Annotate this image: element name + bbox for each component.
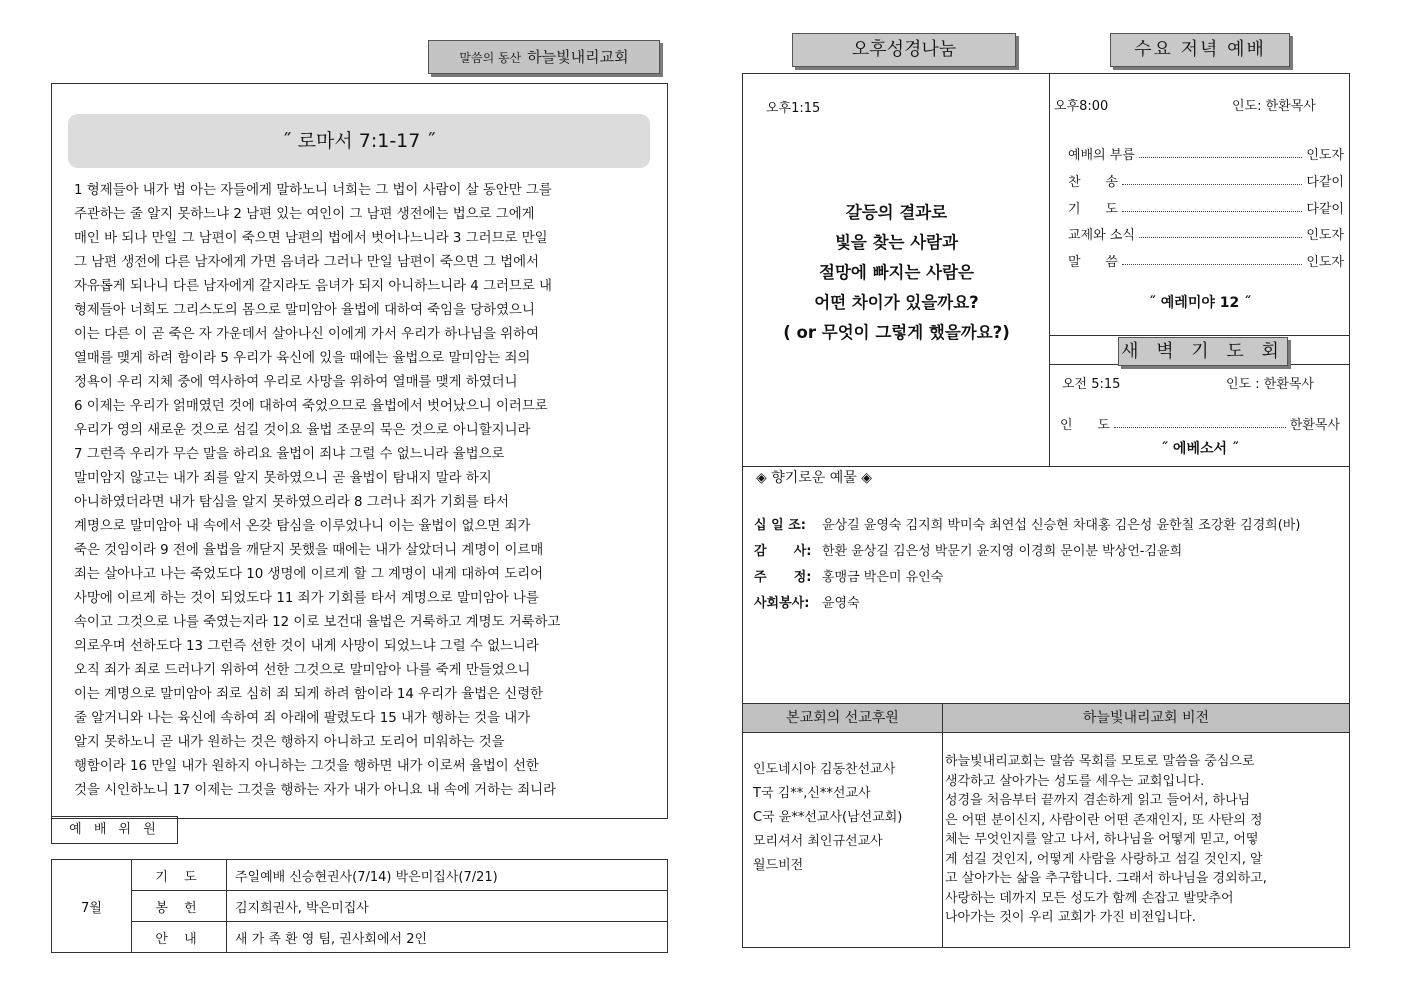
order-who: 다같이	[1306, 202, 1344, 217]
table-row	[52, 891, 668, 922]
vision-text	[945, 752, 1345, 928]
scripture-line: 사망에 이르게 하는 것이 되었도다 11 죄가 기회를 타서 계명으로 말미암아 나를	[74, 591, 539, 606]
table-row	[52, 922, 668, 953]
offering-names: 홍맹금 박은미 유인숙	[822, 570, 944, 585]
scripture-line: 것을 시인하노니 17 이제는 그것을 행하는 자가 내가 아니요 내 속에 거하는 죄니라	[74, 783, 557, 798]
brand-motto: 말씀의 동산	[459, 51, 522, 65]
scripture-line: 의로우며 선하도다 13 그런즉 선한 것이 내게 사망이 되었느냐 그럴 수 없느니라	[74, 639, 539, 654]
wednesday-time: 오후8:00	[1054, 99, 1109, 114]
order-name: 예배의 부름	[1068, 148, 1135, 163]
offering-label: 감 사:	[754, 544, 812, 559]
duty-month: 7월	[52, 860, 132, 953]
list-item	[754, 539, 1344, 565]
scripture-line: 6 이제는 우리가 얽매였던 것에 대하여 죽었으므로 율법에서 벗어났으니 이러므로	[74, 399, 548, 414]
vision-line: 게 섬길 것인지, 어떻게 사람을 사랑하고 섬길 것인지, 알	[945, 851, 1263, 867]
order-name: 말 씀	[1068, 255, 1118, 270]
offering-names: 한환 윤상길 김은성 박문기 윤지영 이경희 문이분 박상언-김윤희	[822, 544, 1183, 559]
duty-names: 주일예배 신승현권사(7/14) 박은미집사(7/21)	[227, 860, 668, 891]
discussion-question	[744, 198, 1049, 348]
offering-names: 윤영숙	[822, 596, 860, 611]
question-line: 절망에 빠지는 사람은	[819, 263, 974, 282]
dawn-time: 오전 5:15	[1062, 377, 1121, 392]
offering-heading: ◈ 향기로운 예물 ◈	[756, 470, 873, 486]
mission-heading: 본교회의 선교후원	[786, 710, 899, 726]
mission-list	[753, 758, 902, 878]
order-who: 한환목사	[1289, 418, 1340, 433]
order-name: 인 도	[1060, 418, 1110, 433]
scripture-line: 죽은 것임이라 9 전에 율법을 깨닫지 못했을 때에는 내가 살았더니 계명이 이르매	[74, 543, 544, 558]
mission-item: 월드비전	[753, 858, 804, 873]
divider	[1049, 73, 1050, 466]
offering-label: 주 정:	[754, 570, 812, 585]
order-who: 인도자	[1306, 255, 1344, 270]
mission-item: 모리셔서 최인규선교사	[753, 834, 883, 849]
order-item	[1068, 223, 1344, 243]
scripture-line: 오직 죄가 죄로 드러나기 위하여 선한 그것으로 말미암아 나를 죽게 만들었으니	[74, 663, 531, 678]
scripture-text	[74, 179, 664, 803]
worship-committee-label: 예 배 위 원	[51, 816, 178, 844]
scripture-line: 주관하는 줄 알지 못하느냐 2 남편 있는 여인이 그 남편 생전에는 법으로 그에게	[74, 207, 535, 222]
order-item	[1068, 197, 1344, 217]
scripture-line: 7 그런즉 우리가 무슨 말을 하리요 율법이 죄냐 그럴 수 없느니라 율법으로	[74, 447, 505, 462]
wednesday-service-title: 수요 저녁 예배	[1110, 33, 1290, 67]
duty-names: 김지희권사, 박은미집사	[227, 891, 668, 922]
order-item	[1068, 250, 1344, 270]
wednesday-sermon: ˝ 예레미야 12 ˝	[1148, 295, 1252, 311]
dawn-leader: 인도 : 한환목사	[1226, 377, 1314, 392]
scripture-line: 알지 못하노니 곧 내가 원하는 것은 행하지 아니하고 도리어 미워하는 것을	[74, 735, 505, 750]
vision-line: 하늘빛내리교회는 말씀 목회를 모토로 말씀을 중심으로	[945, 754, 1255, 769]
dawn-prayer-title: 새 벽 기 도 회	[1118, 337, 1288, 366]
scripture-line: 죄는 살아나고 나는 죽었도다 10 생명에 이르게 할 그 계명이 내게 대하여 도리어	[74, 567, 544, 582]
offering-label: 십 일 조:	[754, 518, 806, 533]
scripture-line: 열매를 맺게 하려 함이라 5 우리가 육신에 있을 때에는 율법으로 말미암는 죄의	[74, 351, 531, 366]
duty-role: 안 내	[132, 922, 227, 953]
duty-role: 봉 헌	[132, 891, 227, 922]
order-name: 교제와 소식	[1068, 228, 1135, 243]
afternoon-time: 오후1:15	[766, 101, 821, 116]
scripture-line: 형제들아 너희도 그리스도의 몸으로 말미암아 율법에 대하여 죽임을 당하였으니	[74, 303, 535, 318]
scripture-title: ˝ 로마서 7:1-17 ˝	[68, 114, 650, 168]
scripture-line: 행함이라 16 만일 내가 원하지 아니하는 그것을 행하면 내가 이로써 율법이 선한	[74, 759, 539, 774]
wednesday-leader: 인도: 한환목사	[1232, 99, 1316, 114]
table-row	[52, 860, 668, 891]
scripture-line: 아니하였더라면 내가 탐심을 알지 못하였으리라 8 그러나 죄가 기회를 타서	[74, 495, 509, 510]
scripture-line: 자유롭게 되나니 다른 남자에게 갈지라도 음녀가 되지 아니하느니라 4 그러므로 내	[74, 279, 552, 294]
vision-line: 사랑하는 데까지 모든 성도가 함께 손잡고 발맞추어	[945, 890, 1234, 906]
mission-item: 인도네시아 김동찬선교사	[753, 762, 896, 777]
list-item	[754, 565, 1344, 591]
vision-line: 성경을 처음부터 끝까지 겸손하게 읽고 들어서, 하나님	[945, 793, 1251, 808]
question-line: 어떤 차이가 있을까요?	[814, 293, 979, 312]
vision-line: 고 살아가는 삶을 추구합니다. 그래서 하나님을 경외하고,	[945, 871, 1267, 886]
question-line: 빛을 찾는 사람과	[834, 233, 959, 252]
scripture-line: 정욕이 우리 지체 중에 역사하여 우리로 사망을 위하여 열매를 맺게 하였더니	[74, 375, 518, 390]
order-who: 인도자	[1306, 228, 1344, 243]
duty-names: 새 가 족 환 영 팀, 권사회에서 2인	[227, 922, 668, 953]
scripture-line: 그 남편 생전에 다른 남자에게 가면 음녀라 그러나 만일 남편이 죽으면 그 법에서	[74, 255, 540, 270]
vision-line: 나아가는 것이 우리 교회가 가진 비전입니다.	[945, 910, 1196, 925]
scripture-line: 계명으로 말미암아 내 속에서 온갖 탐심을 이루었나니 이는 율법이 없으면 죄가	[74, 519, 531, 534]
offering-names: 윤상길 윤영숙 김지희 박미숙 최연섭 신승현 차대홍 김은성 윤한칠 조강환 김경희(바)	[822, 518, 1301, 533]
vision-line: 생각하고 살아가는 성도를 세우는 교회입니다.	[945, 773, 1205, 789]
brand-name: 하늘빛내리교회	[527, 48, 629, 66]
mission-item: C국 윤**선교사(남선교회)	[753, 810, 903, 825]
order-name: 찬 송	[1068, 175, 1118, 190]
vision-line: 체는 무엇인지를 알고 나서, 하나님을 어떻게 믿고, 어떻	[945, 832, 1259, 847]
order-item	[1068, 170, 1344, 190]
question-line: ( or 무엇이 그렇게 했을까요?)	[783, 323, 1010, 342]
vision-line: 은 어떤 분이신지, 사람이란 어떤 존재인지, 또 사탄의 정	[945, 812, 1263, 828]
scripture-line: 이는 계명으로 말미암아 죄로 심히 죄 되게 하려 함이라 14 우리가 율법은 신령한	[74, 687, 544, 702]
scripture-line: 속이고 그것으로 나를 죽였는지라 12 이로 보건대 율법은 거룩하고 계명도 거룩하고	[74, 615, 561, 630]
mission-item: T국 김**,신**선교사	[753, 786, 871, 801]
order-who: 다같이	[1306, 175, 1344, 190]
scripture-line: 매인 바 되나 만일 그 남편이 죽으면 남편의 법에서 벗어나느니라 3 그러므로 만일	[74, 231, 548, 246]
scripture-line: 우리가 영의 새로운 것으로 섬길 것이요 율법 조문의 묵은 것으로 아니할지니라	[74, 423, 531, 438]
scripture-line: 이는 다른 이 곧 죽은 자 가운데서 살아나신 이에게 가서 우리가 하나님을 위하여	[74, 327, 540, 342]
question-line: 갈등의 결과로	[845, 203, 948, 222]
scripture-line: 줄 알거니와 나는 육신에 속하여 죄 아래에 팔렸도다 15 내가 행하는 것을 내가	[74, 711, 531, 726]
dawn-sermon: ˝ 에베소서 ˝	[1161, 441, 1239, 457]
offering-list	[754, 513, 1344, 617]
order-item	[1068, 143, 1344, 163]
divider	[942, 703, 943, 948]
divider	[1049, 335, 1350, 336]
scripture-line: 말미암지 않고는 내가 죄를 알지 못하였으니 곧 율법이 탐내지 말라 하지	[74, 471, 492, 486]
order-who: 인도자	[1306, 148, 1344, 163]
vision-heading: 하늘빛내리교회 비전	[1082, 710, 1210, 726]
dawn-order-item	[1060, 413, 1340, 433]
afternoon-bible-title: 오후성경나눔	[792, 33, 1016, 67]
church-brand-label	[428, 40, 660, 74]
order-name: 기 도	[1068, 202, 1118, 217]
offering-label: 사회봉사:	[754, 596, 810, 611]
list-item	[754, 591, 1344, 617]
worship-duty-table	[51, 859, 668, 953]
list-item	[754, 513, 1344, 539]
scripture-line: 1 형제들아 내가 법 아는 자들에게 말하노니 너희는 그 법이 사람이 살 동안만 그를	[74, 183, 552, 198]
duty-role: 기 도	[132, 860, 227, 891]
